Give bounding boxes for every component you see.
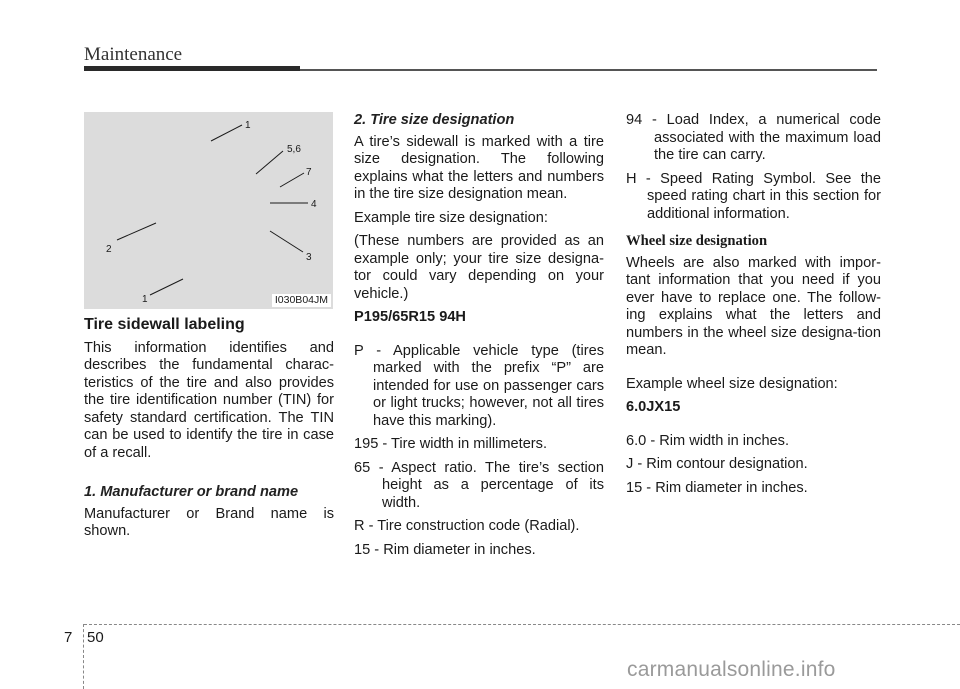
subheading-manufacturer: 1. Manufacturer or brand name <box>84 484 299 500</box>
list-item: 195 - Tire width in millimeters. <box>354 436 548 452</box>
callout-label: 3 <box>306 252 312 263</box>
callout-label: 4 <box>311 199 317 210</box>
list-item: R - Tire construction code (Radial). <box>354 518 580 534</box>
subheading-tire-size: 2. Tire size designation <box>354 112 515 128</box>
footer-vertical-rule <box>83 624 84 689</box>
wheel-size-heading: Wheel size designation <box>626 233 768 249</box>
footer-rule <box>84 624 960 625</box>
callout-label: 7 <box>306 167 312 178</box>
intro-paragraph: This information identifies and describes the fundamental charac-teristics of the tire and also provides the tire identification number (TIN) for safety standard certification. The TIN can be used to identify the tire in case of a recall. <box>84 339 334 461</box>
list-item: 65 - Aspect ratio. The tire’s section height as a percentage of its width. <box>354 459 604 511</box>
page-header-title: Maintenance <box>84 44 183 65</box>
list-item: 15 - Rim diameter in inches. <box>626 479 808 496</box>
wheel-size-paragraph: Wheels are also marked with impor-tant information that you need if you ever have to replace one. The follow-ing explains what the letters and numbers in the wheel size designa-tion mean. <box>626 254 881 358</box>
tire-callout-diagram <box>84 112 333 309</box>
callout-line-5-6 <box>256 151 283 174</box>
page-number: 50 <box>87 629 104 646</box>
list-item: J - Rim contour designation. <box>626 456 808 472</box>
callout-label: 2 <box>106 244 112 255</box>
wheel-size-example-label: Example wheel size designation: <box>626 375 838 392</box>
manufacturer-paragraph: Manufacturer or Brand name is shown. <box>84 505 334 539</box>
header-rule-thin <box>300 69 877 71</box>
callout-line-7 <box>280 173 304 187</box>
callout-line-1-top <box>211 125 242 141</box>
figure-code: I030B04JM <box>272 294 331 307</box>
section-heading: Tire sidewall labeling <box>84 316 245 333</box>
tire-sidewall-figure <box>84 112 333 309</box>
callout-label: 1 <box>142 294 148 305</box>
callout-label: 5,6 <box>287 144 301 155</box>
tire-size-note: (These numbers are provided as an example only; your tire size designa-tor could vary depending on your vehicle.) <box>354 233 604 302</box>
callout-line-2 <box>117 223 156 240</box>
callout-label: 1 <box>245 120 251 131</box>
callout-line-3 <box>270 231 303 252</box>
wheel-size-example: 6.0JX15 <box>626 399 681 415</box>
watermark: carmanualsonline.info <box>627 658 836 681</box>
list-item: 6.0 - Rim width in inches. <box>626 432 790 449</box>
tire-size-example-label: Example tire size designation: <box>354 209 548 226</box>
column-2 <box>354 112 604 565</box>
callout-line-1-bottom <box>150 279 183 295</box>
list-item: P - Applicable vehicle type (tires marked with the prefix “P” are intended for use on passenger cars or light trucks; however, not all tires have this marking). <box>354 342 604 429</box>
list-item: 15 - Rim diameter in inches. <box>354 541 536 558</box>
list-item: 94 - Load Index, a numerical code associated with the maximum load the tire can carry. <box>626 112 881 163</box>
column-1 <box>84 112 334 547</box>
chapter-number: 7 <box>64 629 73 646</box>
column-3 <box>626 112 881 503</box>
tire-size-example: P195/65R15 94H <box>354 309 466 325</box>
tire-size-paragraph: A tire’s sidewall is marked with a tire size designation. The following explains what the letters and numbers in the tire size designation mean. <box>354 133 604 202</box>
list-item: H - Speed Rating Symbol. See the speed rating chart in this section for additional information. <box>626 170 881 222</box>
header-rule-thick <box>84 66 300 71</box>
